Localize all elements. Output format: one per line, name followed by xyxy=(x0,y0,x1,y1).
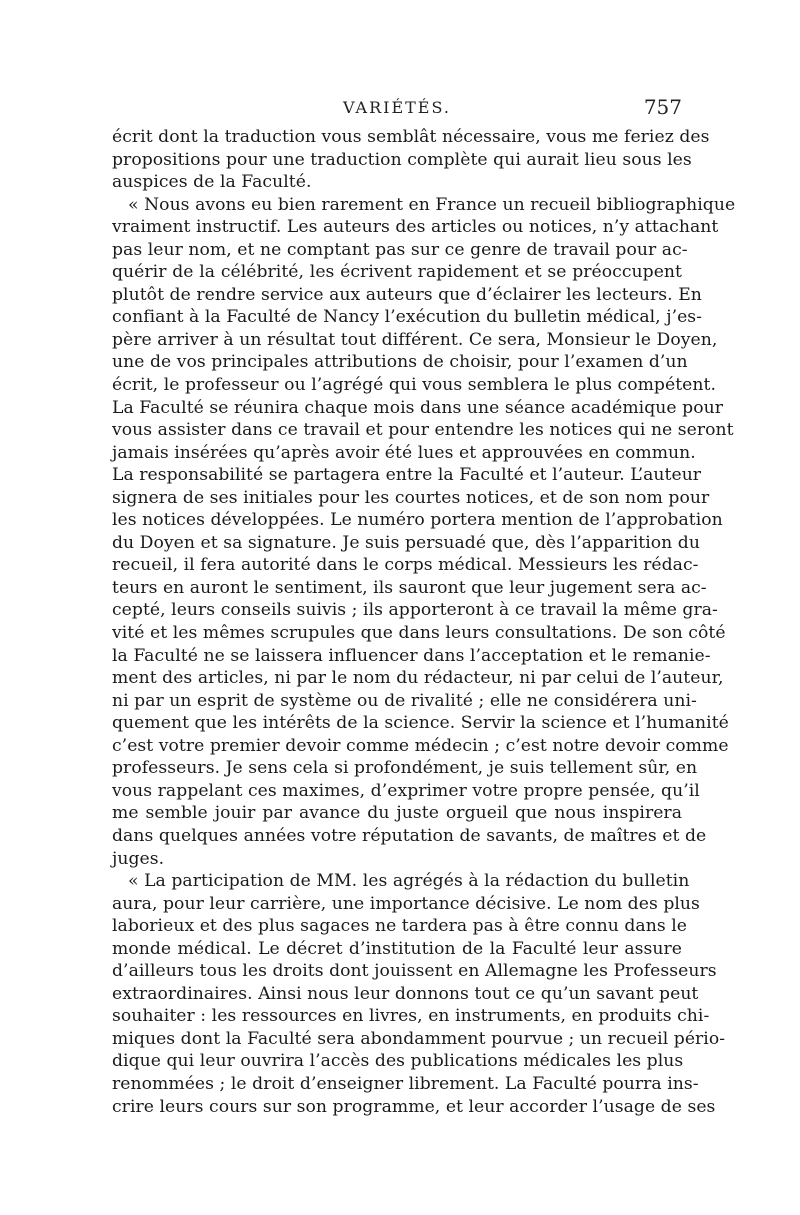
text-line: écrit dont la traduction vous semblât nécessaire, vous me feriez des xyxy=(112,127,710,147)
text-line: souhaiter : les ressources en livres, en instruments, en produits chi- xyxy=(112,1006,710,1027)
text-line: dans quelques années votre réputation de savants, de maîtres et de xyxy=(112,825,707,846)
text-line: vous rappelant ces maximes, d’exprimer votre propre pensée, qu’il xyxy=(112,780,700,801)
text-line: monde médical. Le décret d’institution de la Faculté leur assure xyxy=(112,938,682,959)
paragraph xyxy=(112,126,710,194)
text-line: une de vos principales attributions de choisir, pour l’examen d’un xyxy=(112,352,688,373)
text-line: d’ailleurs tous les droits dont jouissent en Allemagne les Professeurs xyxy=(112,961,717,982)
text-line: professeurs. Je sens cela si profondément, je suis tellement sûr, en xyxy=(112,758,698,779)
text-line: dique qui leur ouvrira l’accès des publications médicales les plus xyxy=(112,1051,684,1072)
text-line: pas leur nom, et ne comptant pas sur ce genre de travail pour ac- xyxy=(112,239,688,260)
text-line: miques dont la Faculté sera abondamment pourvue ; un recueil pério- xyxy=(112,1028,726,1049)
paragraph xyxy=(112,870,726,1118)
text-line: « La participation de MM. les agrégés à la rédaction du bulletin xyxy=(128,871,690,892)
text-line: ment des articles, ni par le nom du rédacteur, ni par celui de l’auteur, xyxy=(112,668,724,689)
text-line: propositions pour une traduction complète qui aurait lieu sous les xyxy=(112,149,692,170)
text-line: auspices de la Faculté. xyxy=(112,172,312,193)
text-line: La responsabilité se partagera entre la Faculté et l’auteur. L’auteur xyxy=(112,465,702,486)
text-line: signera de ses initiales pour les courtes notices, et de son nom pour xyxy=(112,487,710,508)
running-head xyxy=(112,95,682,122)
text-line: écrit, le professeur ou l’agrégé qui vous semblera le plus compétent. xyxy=(112,375,716,396)
text-line: vité et les mêmes scrupules que dans leurs consultations. De son côté xyxy=(112,623,726,644)
text-line: me semble jouir par avance du juste orgueil que nous inspirera xyxy=(112,803,682,824)
text-line: La Faculté se réunira chaque mois dans une séance académique pour xyxy=(112,397,723,418)
text-line: quement que les intérêts de la science. Servir la science et l’humanité xyxy=(112,713,729,734)
text-line: « Nous avons eu bien rarement en France un recueil bibliographique xyxy=(128,194,736,215)
paragraph xyxy=(112,194,736,870)
text-line: quérir de la célébrité, les écrivent rapidement et se préoccupent xyxy=(112,262,682,283)
text-line: plutôt de rendre service aux auteurs que d’éclairer les lecteurs. En xyxy=(112,284,702,305)
text-line: c’est votre premier devoir comme médecin ; c’est notre devoir comme xyxy=(112,735,729,756)
text-line: extraordinaires. Ainsi nous leur donnons tout ce qu’un savant peut xyxy=(112,983,699,1004)
text-line: juges. xyxy=(112,848,165,869)
text-line: du Doyen et sa signature. Je suis persuadé que, dès l’apparition du xyxy=(112,532,700,553)
text-line: aura, pour leur carrière, une importance décisive. Le nom des plus xyxy=(112,893,700,914)
text-line: teurs en auront le sentiment, ils sauront que leur jugement sera ac- xyxy=(112,577,707,598)
text-line: père arriver à un résultat tout différent. Ce sera, Monsieur le Doyen, xyxy=(112,329,718,350)
text-line: vous assister dans ce travail et pour entendre les notices qui ne seront xyxy=(112,420,734,441)
text-line: laborieux et des plus sagaces ne tardera pas à être connu dans le xyxy=(112,916,687,937)
text-line: renommées ; le droit d’enseigner librement. La Faculté pourra ins- xyxy=(112,1073,699,1094)
text-line: crire leurs cours sur son programme, et leur accorder l’usage de ses xyxy=(112,1096,716,1117)
body-text xyxy=(112,126,736,1118)
running-head-title: VARIÉTÉS. xyxy=(343,98,451,117)
text-line: cepté, leurs conseils suivis ; ils apporteront à ce travail la même gra- xyxy=(112,600,718,621)
text-line: vraiment instructif. Les auteurs des articles ou notices, n’y attachant xyxy=(112,217,719,238)
text-line: les notices développées. Le numéro portera mention de l’approbation xyxy=(112,510,723,531)
text-line: jamais insérées qu’après avoir été lues et approuvées en commun. xyxy=(112,442,696,463)
page-number: 757 xyxy=(643,95,682,119)
text-line: recueil, il fera autorité dans le corps médical. Messieurs les rédac- xyxy=(112,555,699,576)
text-line: la Faculté ne se laissera influencer dans l’acceptation et le remanie- xyxy=(112,645,711,666)
text-line: ni par un esprit de système ou de rivalité ; elle ne considérera uni- xyxy=(112,690,697,711)
text-line: confiant à la Faculté de Nancy l’exécution du bulletin médical, j’es- xyxy=(112,307,703,328)
